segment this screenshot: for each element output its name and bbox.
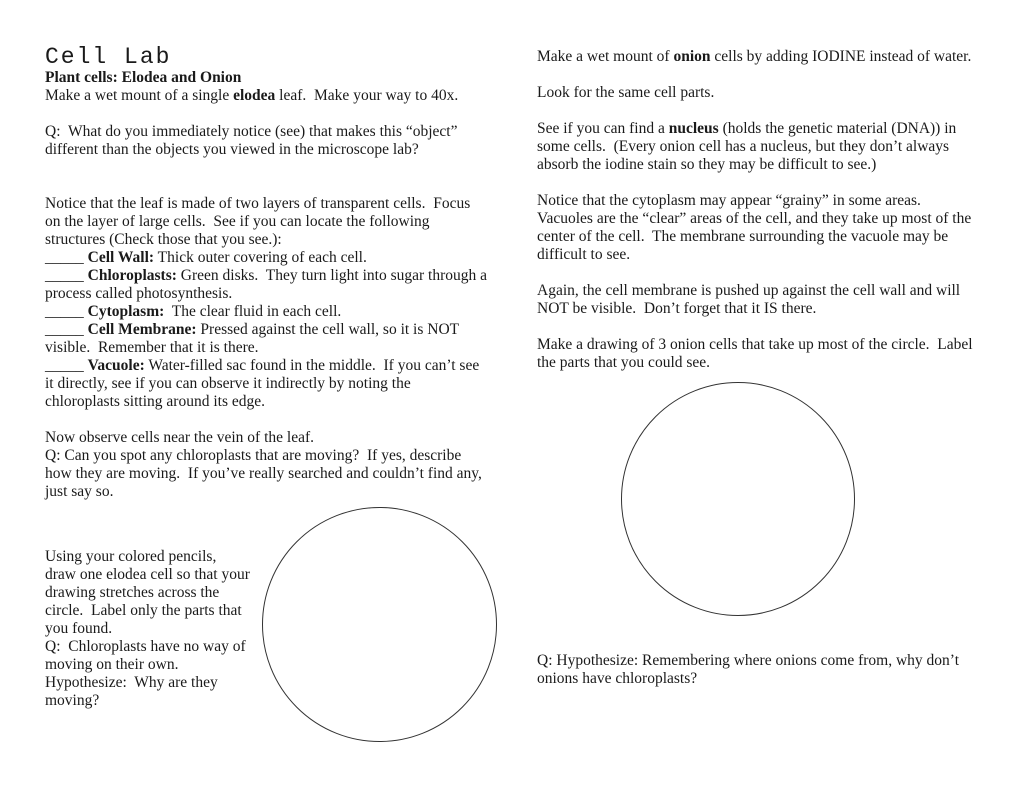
text-segment: cells by adding IODINE instead of water. (710, 48, 972, 65)
bold-term-onion: onion (673, 48, 711, 65)
checklist-label: Cell Membrane: (87, 321, 197, 338)
check-blank: _____ (45, 357, 88, 374)
checklist-item (45, 303, 489, 321)
text-segment: See if you can find a (537, 120, 669, 137)
text-segment: Make a wet mount of a single (45, 87, 234, 104)
question-chloroplast-movement: Q: Chloroplasts have no way of moving on their own. (45, 638, 250, 673)
elodea-mount-instruction (45, 87, 489, 105)
checklist-description: Thick outer covering of each cell. (154, 249, 367, 266)
checklist-label: Chloroplasts: (87, 267, 177, 284)
right-column (537, 48, 975, 372)
elodea-drawing-circle (262, 507, 497, 742)
checklist-item (45, 249, 489, 267)
section-heading: Plant cells: Elodea and Onion (45, 69, 242, 86)
text-segment: Make a wet mount of (537, 48, 674, 65)
question-moving-chloroplasts: Q: Can you spot any chloroplasts that are moving? If yes, describe how they are moving. If you’ve really searched and couldn’t find any, just say so. (45, 447, 486, 500)
hypothesize-prompt: Hypothesize: Why are they moving? (45, 674, 222, 709)
onion-mount-instruction (537, 48, 975, 66)
text-segment: leaf. Make your way to 40x. (275, 87, 459, 104)
draw-onion-cells-instruction: Make a drawing of 3 onion cells that take up most of the circle. Label the parts that you could see. (537, 336, 977, 371)
bold-term-nucleus: nucleus (668, 120, 719, 137)
checklist-description: Pressed against the cell wall, so it is NOT visible. Remember that it is there. (45, 321, 463, 356)
question-onion-chloroplasts: Q: Hypothesize: Remembering where onions come from, why don’t onions have chloroplasts? (537, 652, 963, 687)
check-blank: _____ (45, 303, 88, 320)
bold-term-elodea: elodea (233, 87, 276, 104)
onion-drawing-circle (621, 382, 855, 616)
checklist-label: Cytoplasm: (87, 303, 165, 320)
left-column (45, 45, 489, 501)
vein-instruction: Now observe cells near the vein of the leaf. (45, 429, 314, 446)
checklist-label: Cell Wall: (87, 249, 155, 266)
locate-structures-instruction: Notice that the leaf is made of two layers of transparent cells. Focus on the layer of large cells. See if you can locate the following structures (Check those that you see.): (45, 195, 475, 248)
draw-elodea-cell-instruction: Using your colored pencils, draw one elodea cell so that your drawing stretches across the circle. Label only the parts that you found. (45, 548, 254, 637)
look-for-parts-instruction: Look for the same cell parts. (537, 84, 715, 101)
elodea-drawing-instructions (45, 548, 254, 710)
checklist-description: Green disks. They turn light into sugar through a process called photosynthesis. (45, 267, 491, 302)
check-blank: _____ (45, 249, 88, 266)
checklist-item (45, 357, 489, 411)
nucleus-instruction (537, 120, 975, 174)
checklist-label: Vacuole: (87, 357, 145, 374)
checklist-description: The clear fluid in each cell. (164, 303, 342, 320)
text-segment: (holds the genetic material (DNA)) in some cells. (Every onion cell has a nucleus, but they don’t always absorb the iodine stain so they may be difficult to see.) (537, 120, 961, 173)
checklist-item (45, 321, 489, 357)
checklist-item (45, 267, 489, 303)
checklist-description: Water-filled sac found in the middle. If you can’t see it directly, see if you can observe it indirectly by noting the chloroplasts sitting around its edge. (45, 357, 484, 410)
question-immediate-notice: Q: What do you immediately notice (see) that makes this “object” different than the objects you viewed in the microscope lab? (45, 123, 462, 158)
cytoplasm-grainy-note: Notice that the cytoplasm may appear “grainy” in some areas. Vacuoles are the “clear” areas of the cell, and they take up most of the center of the cell. The membrane surrounding the vacuole may be difficult to see. (537, 192, 976, 263)
check-blank: _____ (45, 321, 88, 338)
check-blank: _____ (45, 267, 88, 284)
membrane-not-visible-note: Again, the cell membrane is pushed up against the cell wall and will NOT be visible. Don’t forget that it IS there. (537, 282, 964, 317)
page-title: Cell Lab (45, 44, 172, 70)
